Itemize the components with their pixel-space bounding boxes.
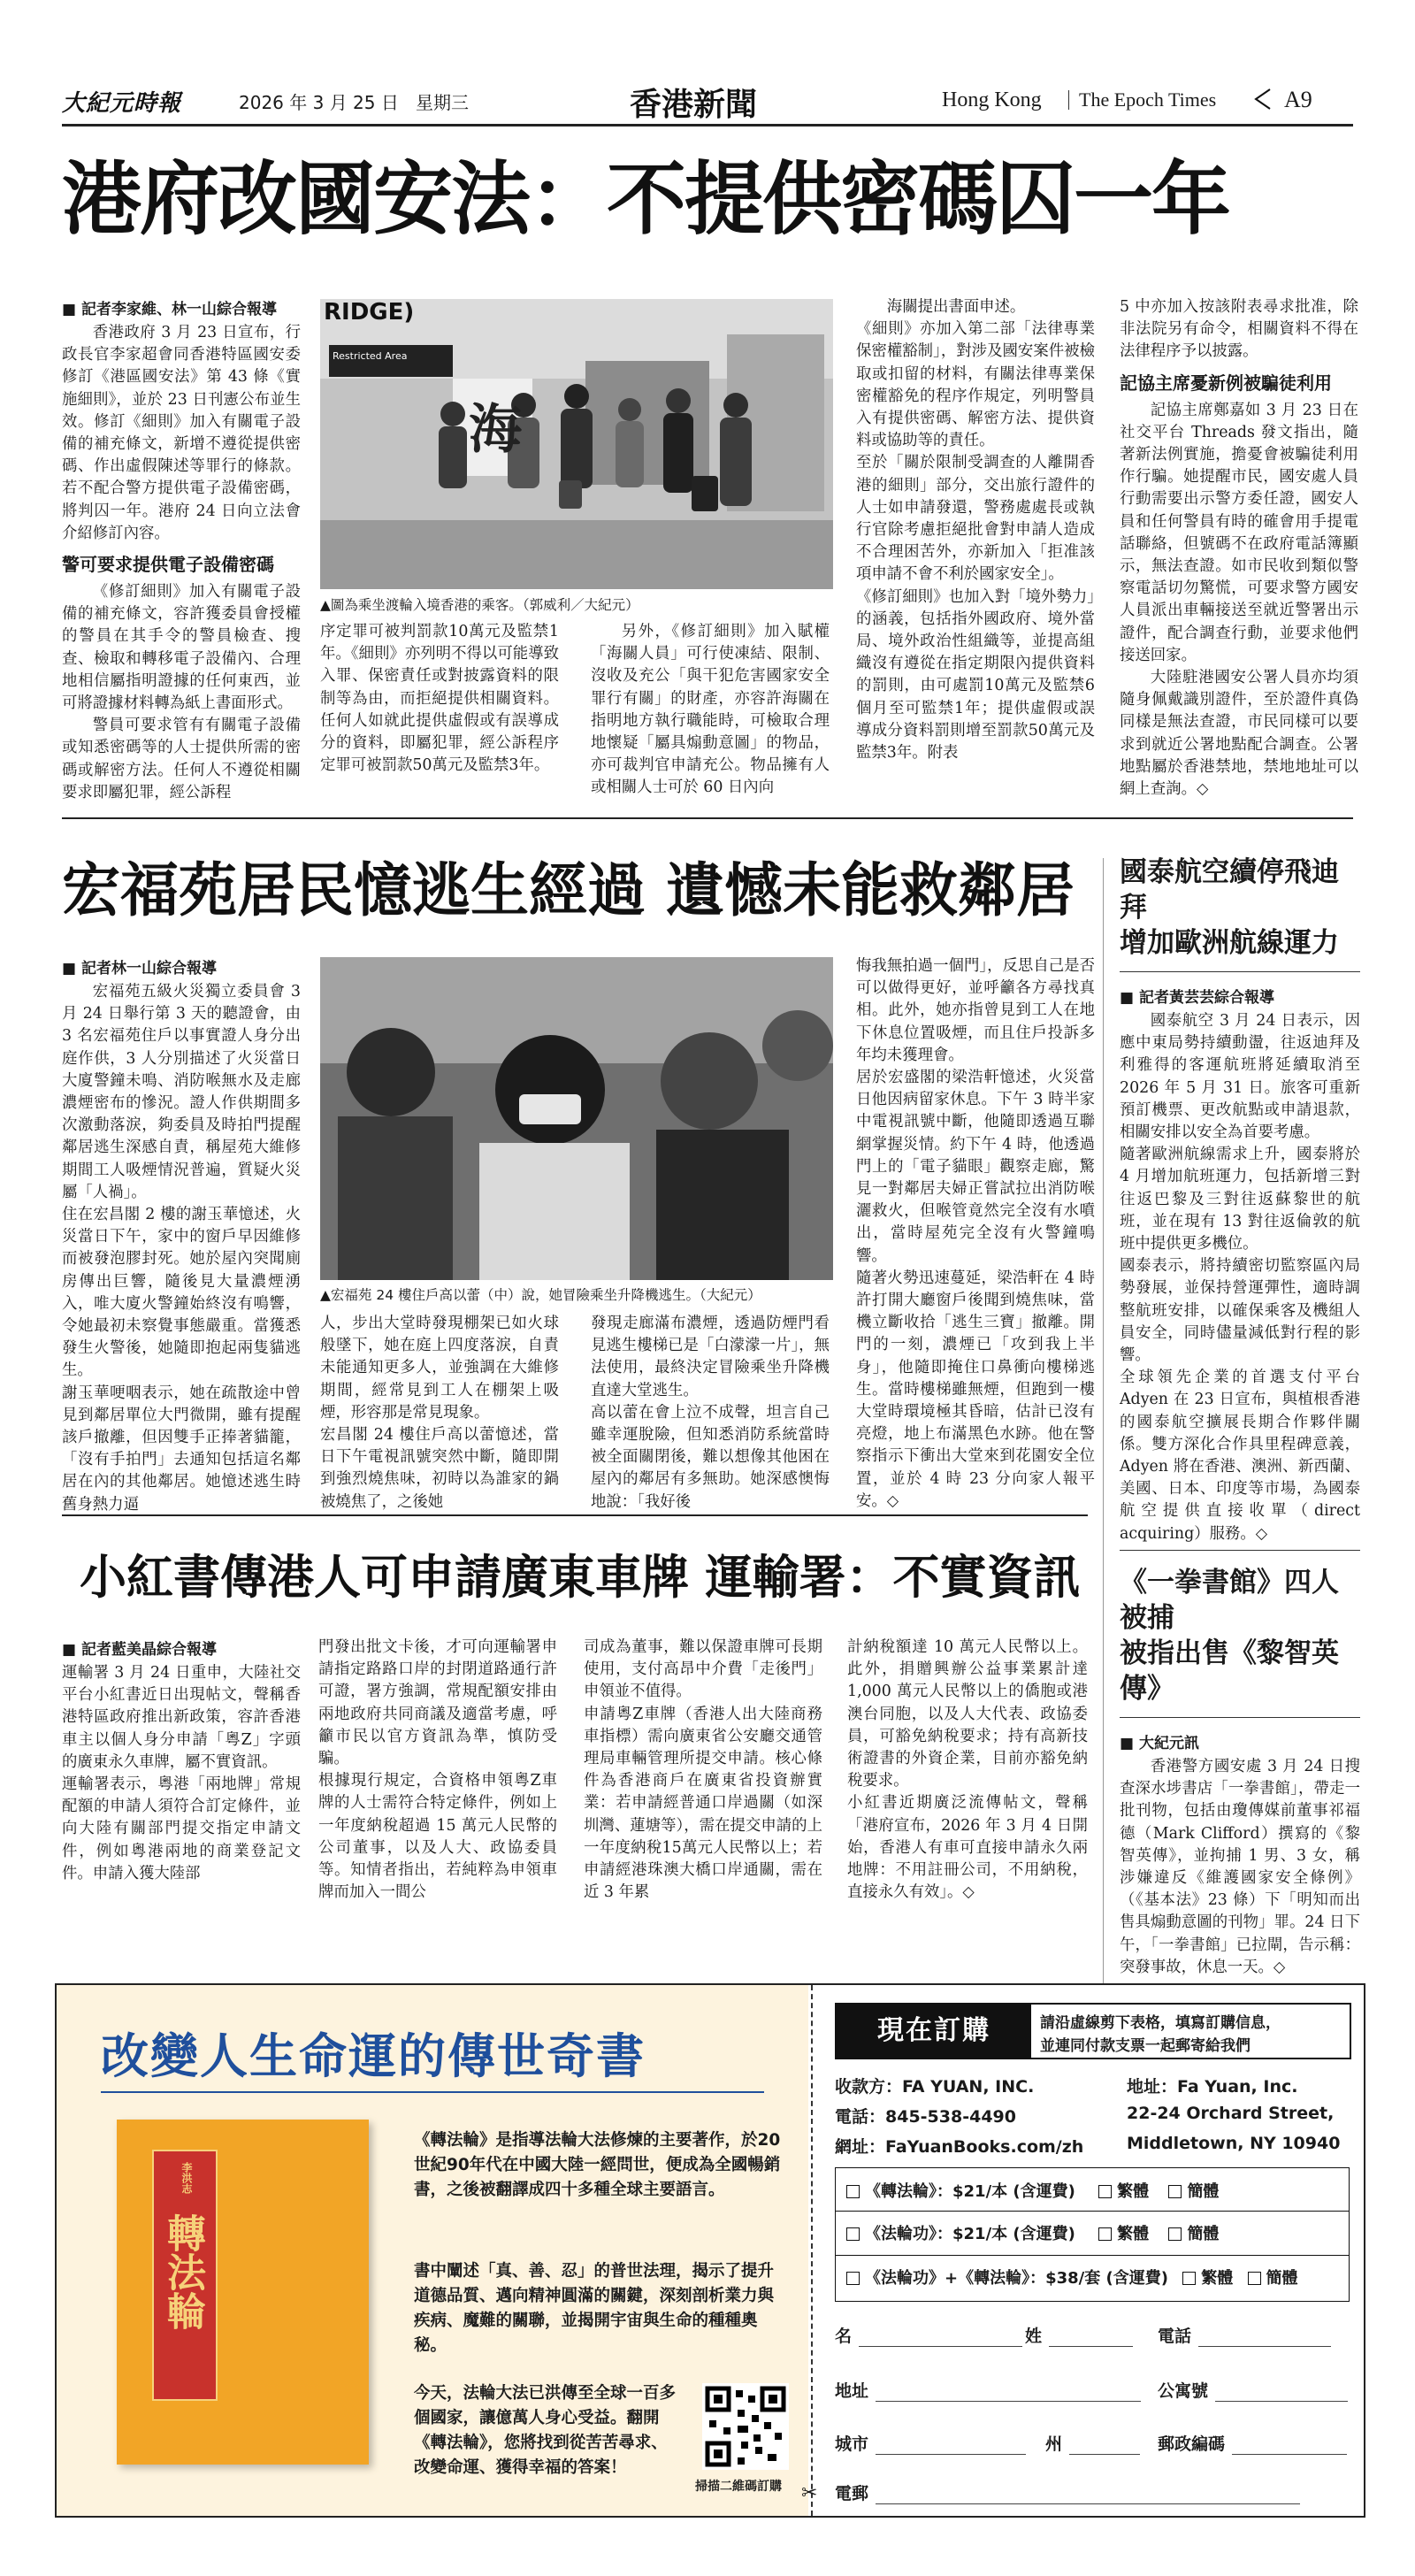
byline: ■ 記者藍美晶綜合報導 <box>62 1641 217 1659</box>
checkbox-traditional[interactable] <box>1098 2185 1112 2198</box>
subhead: 記協主席憂新例被騙徒利用 <box>1120 372 1332 394</box>
checkbox-traditional[interactable] <box>1182 2272 1196 2285</box>
book-advertisement <box>55 1983 1365 2518</box>
order-heading: 現在訂購 <box>837 2005 1031 2058</box>
paragraph: 人，步出大堂時發現棚架已如火球般墜下，她在庭上四度落淚，自責未能通知更多人，並強調在大維修期間，經常見到工人在棚架上吸煙，形容那是常見現象。 宏昌閣 24 樓住戶高以蕾憶述，當日下午電視訊號突然中斷，隨即開到強烈燒焦味，初時以為誰家的鍋被燒焦了，之後她 <box>320 1315 559 1511</box>
ferry-passengers-photo <box>320 299 833 589</box>
photo-caption: ▲圖為乘坐渡輪入境香港的乘客。（郭威利／大紀元） <box>320 597 639 613</box>
issue-weekday: 星期三 <box>416 92 469 113</box>
photo-sign: Restricted Area <box>333 350 408 362</box>
story3-col1 <box>62 1637 301 1973</box>
order-option-2[interactable] <box>843 2221 1219 2244</box>
ad-paragraph: 今天，法輪大法已洪傳至全球一百多個國家，讓億萬人身心受益。翻開《轉法輪》，您將找到從苦苦尋求、改變命運、獲得幸福的答案！ <box>414 2384 677 2477</box>
simplified-label: 簡體 <box>1266 2269 1298 2288</box>
paragraph: 發現走廊滿布濃煙，透過防煙門看見逃生樓梯已是「白濛濛一片」，無法使用，最終決定冒險乘坐升降機直達大堂逃生。 高以蕾在會上泣不成聲，坦言自己雖幸運脫險，但知悉消防系統當時被全面關閉後，難以想像其他困在屋內的鄰居有多無助。她深感懊悔地說：「我好後 <box>591 1315 830 1511</box>
photo-caption: ▲宏福苑 24 樓住戶高以蕾（中）說，她冒險乘坐升降機逃生。（大紀元） <box>320 1287 761 1303</box>
field-label: 州 <box>1045 2434 1063 2454</box>
order-note: 請沿虛線剪下表格，填寫訂購信息， <box>1040 2014 1281 2032</box>
paragraph: 計納稅額達 10 萬元人民幣以上。此外，捐贈興辦公益事業累計達 1,000 萬元人民幣以上的僑胞或港澳台同胞，以及人大代表、政協委員，可豁免納稅要求；持有高新技術證書的外資企業，目前亦豁免納稅要求。 小紅書近期廣泛流傳帖文，聲稱「港府宣布，2026 年 3 月 4 日開始，香港人有車可直接申請永久兩地牌：不用註冊公司，不用納稅，直接永久有效」。◇ <box>847 1638 1088 1902</box>
sidebar1 <box>1120 855 1360 1541</box>
field-label: 電話 <box>1158 2327 1192 2346</box>
order-option-3[interactable] <box>843 2266 1298 2288</box>
apt-field[interactable] <box>1158 2378 1348 2402</box>
byline: ■ 記者李家維、林一山綜合報導 <box>62 301 277 318</box>
surname-field[interactable] <box>1025 2323 1133 2347</box>
ad-title: 改變人生命運的傳世奇書 <box>101 2028 646 2084</box>
email-field[interactable] <box>835 2480 1300 2504</box>
book-title: 轉法輪 <box>160 2213 205 2330</box>
story3-col4 <box>847 1637 1088 1973</box>
order-options <box>835 2167 1350 2302</box>
field-label: 名 <box>835 2327 853 2346</box>
paragraph: 香港警方國安處 3 月 24 日搜查深水埗書店「一拳書館」，帶走一批刊物，包括由瓊傳媒前董事祁福德（Mark Clifford）撰寫的《黎智英傳》，並拘捕 1 男、3 女，稱涉嫌違反《維護國家安全條例》（《基本法》23 條）下「明知而出售具煽動意圖的刊物」罪。24 日下午，「一拳書館」已拉閘，告示稱：突發事故，休息一天。◇ <box>1120 1758 1360 1976</box>
scissors-icon: ✂ <box>801 2482 818 2504</box>
sidebar-headline: 增加歐洲航線運力 <box>1120 927 1339 959</box>
website-link[interactable]: 網址：FaYuanBooks.com/zh <box>835 2137 1084 2157</box>
byline: ■ 大紀元訊 <box>1120 1735 1199 1752</box>
option-label: 《轉法輪》：$21/本 (含運費) <box>865 2182 1075 2201</box>
story1-headline: 港府改國安法：不提供密碼囚一年 <box>62 152 1229 246</box>
order-qr-code[interactable] <box>702 2383 789 2470</box>
payee: 收款方：FA YUAN, INC. <box>835 2077 1035 2097</box>
field-label: 郵政編碼 <box>1158 2434 1226 2454</box>
story2-headline: 宏福苑居民憶逃生經過 遺憾未能救鄰居 <box>62 855 1075 924</box>
option-label: 《法輪功》+《轉法輪》：$38/套 (含運費) <box>865 2269 1168 2288</box>
paragraph: 門發出批文卡後，才可向運輸署申請指定路路口岸的封閉道路通行許可證，署方強調，常規配額安排由兩地政府共同商議及適當考慮，呼籲市民以官方資訊為準，慎防受騙。 根據現行規定，合資格申領粵Z車牌的人士需符合特定條件，例如上一年度納稅超過 15 萬元人民幣的公司董事，以及人大、政協委員等。知情者指出，若純粹為申領車牌而加入一間公 <box>318 1638 557 1902</box>
sidebar-headline: 國泰航空續停飛迪拜 <box>1120 856 1339 924</box>
order-header <box>835 2003 1351 2059</box>
checkbox-traditional[interactable] <box>1098 2227 1112 2241</box>
state-field[interactable] <box>1045 2431 1140 2455</box>
story3-headline: 小紅書傳港人可申請廣東車牌 運輸署：不實資訊 <box>80 1550 1081 1605</box>
field-label: 地址 <box>835 2381 869 2401</box>
resident-testimony-photo <box>320 957 833 1280</box>
section-title: 香港新聞 <box>630 86 758 123</box>
paragraph: 5 中亦加入按該附表尋求批准，除非法院另有命令，相關資料不得在法律程序予以披露。 <box>1120 298 1358 361</box>
field-label: 公寓號 <box>1158 2381 1209 2401</box>
story1-col5 <box>1120 296 1358 811</box>
book-cover <box>117 2120 369 2465</box>
paragraph: 國泰航空 3 月 24 日表示，因應中東局勢持續動盪，往返迪拜及利雅得的客運航班將延續取消至 2026 年 5 月 31 日。旅客可重新預訂機票、更改航點或申請退款，相關安排以安全為首要考慮。 隨著歐洲航線需求上升，國泰將於 4 月增加航班運力，包括新增三對往返巴黎及三對往返蘇黎世的航班，並在現有 13 對往返倫敦的航班中提供更多機位。 國泰表示，將持續密切監察區內局勢發展，並保持營運彈性，適時調整航班安排，以確保乘客及機組人員安全，同時儘量減低對行程的影響。 全球領先企業的首選支付平台 Adyen 在 23 日宣布，與植根香港的國泰航空擴展長期合作夥伴關係。雙方深化合作具里程碑意義，Adyen 將在香港、澳洲、新西蘭、美國、日本、印度等市場，為國泰航空提供直接收單（direct acquiring）服務。◇ <box>1120 1012 1360 1543</box>
page-number: A9 <box>1284 87 1312 112</box>
story2-col3b <box>591 1313 830 1511</box>
simplified-label: 簡體 <box>1187 2182 1220 2201</box>
phone-field[interactable] <box>1158 2323 1331 2347</box>
story1-col1 <box>62 296 301 809</box>
checkbox-simplified[interactable] <box>1168 2185 1182 2198</box>
paragraph: 另外，《修訂細則》加入賦權「海關人員」可行使凍結、限制、沒收及充公「與干犯危害國家安全罪行有關」的財產，亦容許海關在指明地方執行職能時，可檢取合理地懷疑「屬具煽動意圖」的物品，亦可裁判官申請充公。物品擁有人或相關人士可於 60 日內向 <box>591 623 830 797</box>
story2-col2b <box>320 1313 559 1511</box>
masthead <box>62 78 1353 122</box>
field-label: 城市 <box>835 2434 869 2454</box>
book-title-panel <box>152 2150 218 2401</box>
mail-address-line: 22-24 Orchard Street, <box>1127 2104 1335 2123</box>
sidebar-headline: 《一拳書館》四人被捕 <box>1120 1567 1339 1634</box>
paragraph: 運輸署 3 月 24 日重申，大陸社交平台小紅書近日出現帖文，聲稱香港特區政府推出新政策，容許香港車主以個人身分申請「粵Z」字頭的廣東永久車牌，屬不實資訊。 運輸署表示，粵港「兩地牌」常規配額的申請人須符合訂定條件，並向大陸有關部門提交指定申請文件，例如粵港兩地的商業登記文件。申請入獲大陸部 <box>62 1664 301 1882</box>
ad-title-underline <box>101 2091 764 2093</box>
field-label: 電郵 <box>835 2484 869 2503</box>
name-field[interactable] <box>835 2323 1022 2347</box>
byline: ■ 記者黃芸芸綜合報導 <box>1120 989 1274 1007</box>
story1-col4 <box>856 296 1095 811</box>
address-field[interactable] <box>835 2378 1141 2402</box>
paper-name: 大紀元時報 <box>62 90 182 117</box>
paragraph: 司成為董事，難以保證車牌可長期使用，支付高昂中介費「走後門」申領並不值得。 申請粵Z車牌（香港人出大陸商務車指標）需向廣東省公安廳交通管理局車輛管理所提交申請。核心條件為香港商戶在廣東省投資辦實業：若申請經普通口岸過關（如深圳灣、蓮塘等），需在提交申請的上一年度納稅15萬元人民幣以上；若申請經港珠澳大橋口岸通關，需在近 3 年累 <box>584 1638 822 1902</box>
photo-sign: 海 <box>469 399 522 461</box>
checkbox-simplified[interactable] <box>1168 2227 1182 2241</box>
photo-illustration <box>320 957 833 1280</box>
ad-left-panel <box>57 1985 808 2516</box>
ad-paragraph: 書中闡述「真、善、忍」的普世法理，揭示了提升道德品質、邁向精神圓滿的關鍵，深刻剖析業力與疾病、魔難的關聯，並揭開宇宙與生命的種種奧秘。 <box>414 2262 775 2355</box>
paper-name-en: The Epoch Times <box>1079 88 1217 111</box>
paragraph: 宏福苑五級火災獨立委員會 3 月 24 日舉行第 3 天的聽證會，由 3 名宏福苑住戶以事實證人身分出庭作供，3 人分別描述了火災當日大廈警鐘未鳴、消防喉無水及走廊濃煙密布的慘況。證人作供期間多次激動落淚，夠委員及時拍門提醒鄰居逃生深感自責，稱屋苑大維修期間工人吸煙情況普遍，質疑火災屬「人禍」。 住在宏昌閣 2 樓的謝玉華憶述，火災當日下午，家中的窗戶早因維修而被發泡膠封死。她於屋內突聞廁房傳出巨響，隨後見大量濃煙湧入，唯大廈火警鐘始終沒有鳴響，令她最初未察覺事態嚴重。當獲悉發生火警後，她隨即抱起兩隻貓逃生。 謝玉華哽咽表示，她在疏散途中曾見到鄰居單位大門微開，雖有提醒該戶撤離，但因雙手正捧著貓籠，「沒有手拍門」去通知包括這名鄰居在內的其他鄰居。她憶述逃生時舊身熱力逼 <box>62 983 301 1514</box>
byline: ■ 記者林一山綜合報導 <box>62 960 217 978</box>
section-title-en: Hong Kong <box>942 88 1042 111</box>
traditional-label: 繁體 <box>1117 2182 1150 2201</box>
photo-sign: RIDGE) <box>324 299 415 326</box>
paragraph: 記協主席鄭嘉如 3 月 23 日在社交平台 Threads 發文指出，隨著新法例實施，擔憂會被騙徒利用作行騙。她提醒市民，國安處人員行動需要出示警方委任證，國安人員和任何警員有時的確會用手提電話聯絡，但號碼不在政府電話簿顯示，無法查證。如市民收到類似警察電話切勿驚慌，可要求警方國安人員派出車輛接送至就近警署出示證件，配合調查行動，並要求他們接送回家。 <box>1120 401 1358 664</box>
order-option-1[interactable] <box>843 2179 1219 2202</box>
traditional-label: 繁體 <box>1117 2225 1150 2243</box>
cut-line <box>811 1985 813 2516</box>
sidebar-headline: 被指出售《黎智英傳》 <box>1120 1637 1339 1705</box>
checkbox-simplified[interactable] <box>1248 2272 1261 2285</box>
traditional-label: 繁體 <box>1201 2269 1234 2288</box>
simplified-label: 簡體 <box>1187 2225 1220 2243</box>
order-form <box>835 1985 1357 2516</box>
story1-col2b <box>320 621 559 811</box>
paragraph: 大陸駐港國安公署人員亦均須隨身佩戴識別證件，至於證件真偽同樣是無法查證，市民同樣可以要求到就近公署地點配合調查。公署地點屬於香港禁地，禁地地址可以網上查詢。◇ <box>1120 669 1358 799</box>
field-label: 姓 <box>1025 2327 1043 2346</box>
order-note: 並連同付款支票一起郵寄給我們 <box>1040 2037 1251 2055</box>
checkbox[interactable] <box>846 2227 860 2241</box>
paragraph: 海關提出書面申述。 《細則》亦加入第二部「法律專業保密權豁制」，對涉及國安案件被檢取或扣留的材料，有關法律專業保密權豁免的程序作規定，列明警員入有提供密碼、解密方法、提供資料或協助等的責任。 至於「關於限制受調查的人離開香港的細則」部分，交出旅行證件的人士如申請發還，警務處處長或執行官除考慮拒絕批會對申請人造成不合理困苦外，亦新加入「拒准該項申請不會不利於國家安全」。 《修訂細則》也加入對「境外勢力」的涵義，包括指外國政府、境外當局、境外政治性組織等，並提高組織沒有遵從在指定期限內提供資料的罰則，由可處罰10萬元及監禁6個月至可監禁1年；提供虛假或誤導成分資料罰則增至罰款50萬元及監禁3年。附表 <box>856 298 1095 763</box>
mail-address: 地址：Fa Yuan, Inc. <box>1127 2077 1298 2097</box>
story2-col4 <box>856 955 1095 1510</box>
city-field[interactable] <box>835 2431 1026 2455</box>
checkbox[interactable] <box>846 2272 860 2285</box>
checkbox[interactable] <box>846 2185 860 2198</box>
paragraph: 香港政府 3 月 23 日宣布，行政長官李家超會同香港特區國安委修訂《港區國安法》第 43 條《實施細則》，並於 23 日刊憲公布並生效。修訂《細則》加入有關電子設備的補充條文，新增不遵從提供密碼、作出虛假陳述等罪行的條款。若不配合警方提供電子設備密碼，將判囚一年。港府 24 日向立法會介紹修訂內容。 <box>62 324 301 542</box>
zip-field[interactable] <box>1158 2431 1347 2455</box>
mail-address-line: Middletown, NY 10940 <box>1127 2134 1341 2153</box>
story3-col2 <box>318 1637 557 1973</box>
photo-illustration <box>320 299 833 589</box>
story1-col3b <box>591 621 830 811</box>
phone: 電話：845-538-4490 <box>835 2107 1016 2127</box>
subhead: 警可要求提供電子設備密碼 <box>62 554 274 576</box>
sidebar2 <box>1120 1550 1360 2039</box>
book-author: 李洪志 <box>180 2162 193 2194</box>
story3-col3 <box>584 1637 822 1973</box>
paragraph: 《修訂細則》加入有關電子設備的補充條文，容許獲委員會授權的警員在其手令的警員檢查、搜查、檢取和轉移電子設備內、合理地相信屬指明證據的任何東西，並可將證據材料轉為紙上書面形式。 <box>62 583 301 713</box>
option-label: 《法輪功》：$21/本 (含運費) <box>865 2225 1075 2243</box>
story2-col1 <box>62 955 301 1514</box>
issue-date: 2026 年 3 月 25 日 <box>239 92 399 113</box>
paragraph: 悔我無拍過一個門」，反思自己是否可以做得更好，並呼籲各方尋找真相。此外，她亦指曾見到工人在地下休息位置吸煙，而且住戶投訴多年均未獲理會。 居於宏盛閣的梁浩軒憶述，火災當日他因病留家休息。下午 3 時半家中電視訊號中斷，他隨即透過互聯網掌握災情。約下午 4 時，他透過門上的「電子貓眼」觀察走廊，驚見一對鄰居夫婦正嘗試拉出消防喉灑救火，但喉管竟然完全沒有水噴出，當時屋苑完全沒有火警鐘鳴響。 隨著火勢迅速蔓延，梁浩軒在 4 時許打開大廳窗戶後聞到燒焦味，當機立斷收拾「逃生三寶」撤離。開門的一刻，濃煙已「攻到我上半身」，他隨即掩住口鼻衝向樓梯逃生。當時樓梯雖無煙，但跑到一樓大堂時環境極其昏暗，估計已沒有亮燈，地上布滿黑色水跡。他在警察指示下衝出大堂來到花園安全位置，並於 4 時 23 分向家人報平安。◇ <box>856 957 1095 1510</box>
chevron-left-icon <box>1251 87 1275 111</box>
qr-caption: 掃描二維碼訂購 <box>695 2480 782 2494</box>
qr-code-icon <box>702 2383 789 2470</box>
ad-intro: 《轉法輪》是指導法輪大法修煉的主要著作，於20世紀90年代在中國大陸一經問世，便成為全國暢銷書，之後被翻譯成四十多種全球主要語言。 <box>414 2131 781 2199</box>
paragraph: 序定罪可被判罰款10萬元及監禁1年。《細則》亦列明不得以可能導致入罪、保密責任或對披露資料的限制等為由，而拒絕提供相關資料。任何人如就此提供虛假或有誤導成分的資料，即屬犯罪，經公訴程序定罪可被罰款50萬元及監禁3年。 <box>320 623 559 775</box>
paragraph: 警員可要求管有有關電子設備或知悉密碼等的人士提供所需的密碼或解密方法。任何人不遵從相關要求即屬犯罪，經公訴程 <box>62 717 301 801</box>
